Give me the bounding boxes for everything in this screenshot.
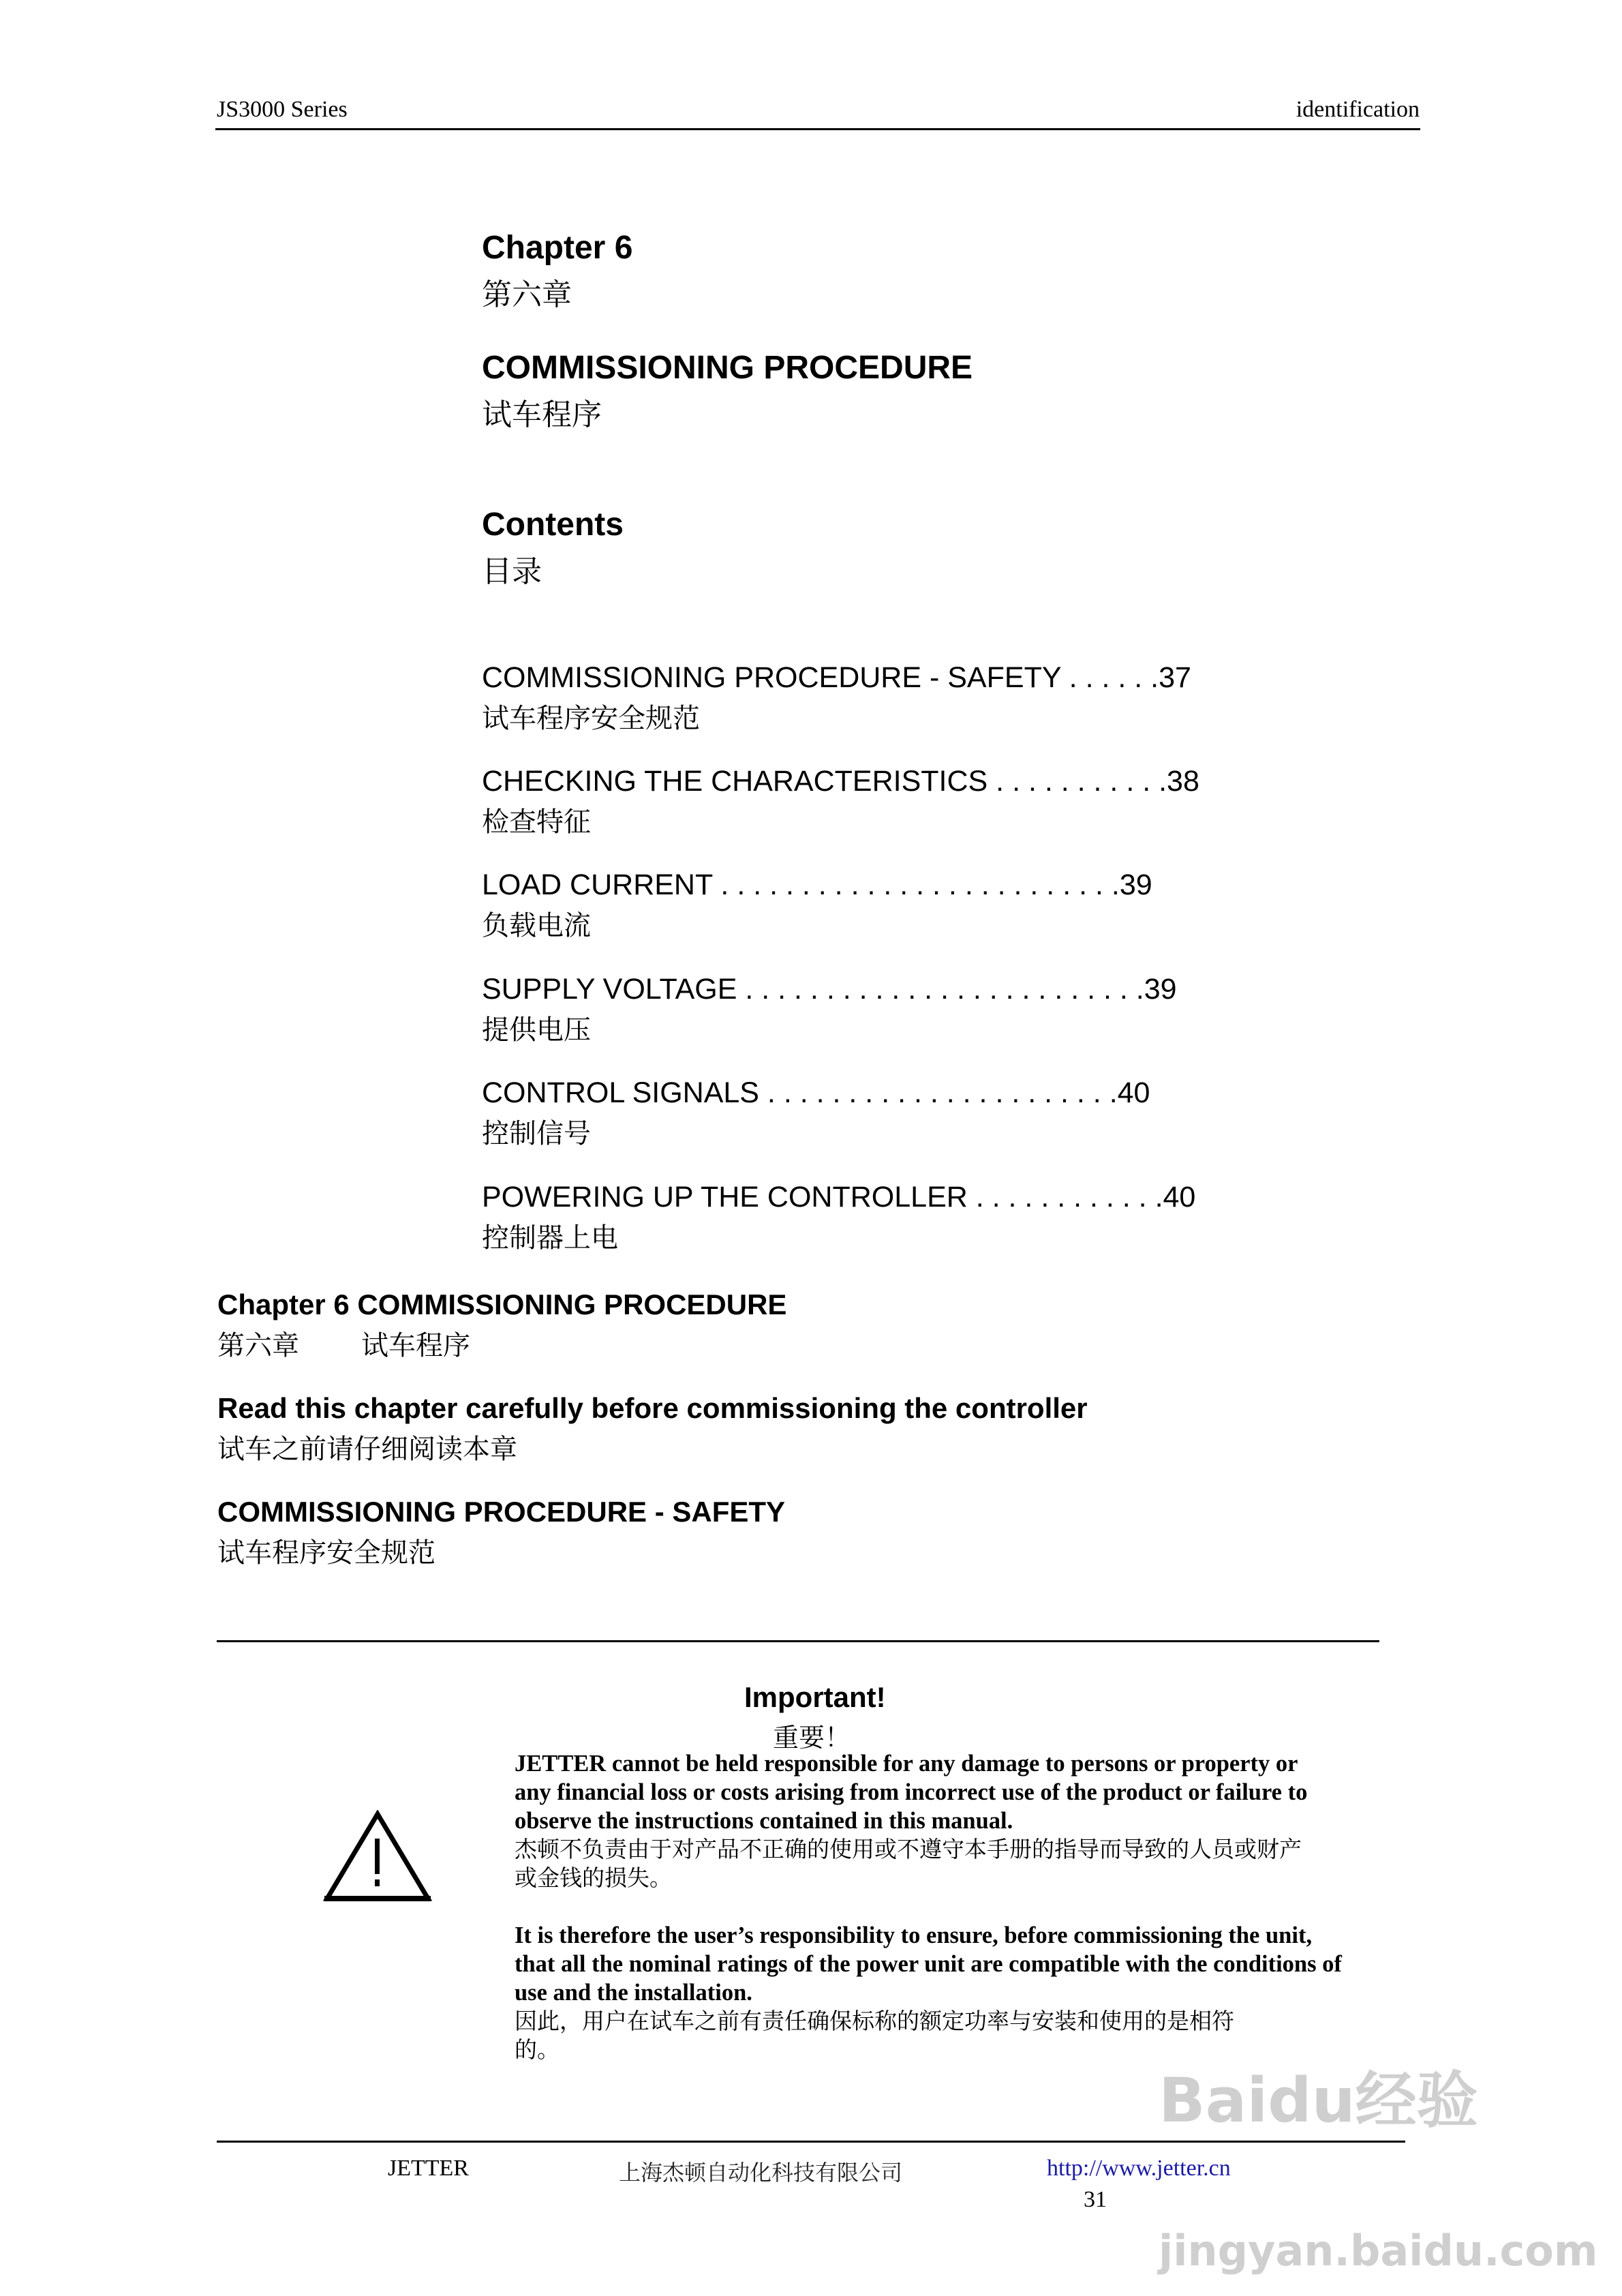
important-p1-line: JETTER cannot be held responsible for any damage to persons or property or <box>515 1751 1298 1777</box>
chapter-title: COMMISSIONING PROCEDURE <box>482 350 973 386</box>
important-p2-line: It is therefore the user’s responsibility to ensure, before commissioning the unit, <box>515 1922 1313 1948</box>
toc-item[interactable]: SUPPLY VOLTAGE . . . . . . . . . . . . . . . . . . . . . . . . .39 <box>482 973 1177 1006</box>
read-note: Read this chapter carefully before commissioning the controller <box>217 1392 1088 1424</box>
read-note-cn: 试车之前请仔细阅读本章 <box>217 1434 517 1465</box>
chapter-label-cn: 第六章 <box>482 277 572 312</box>
safety-title-cn: 试车程序安全规范 <box>217 1537 435 1569</box>
footer-company-cn: 上海杰顿自动化科技有限公司 <box>619 2160 903 2186</box>
toc-item-cn: 提供电压 <box>482 1014 591 1046</box>
important-p1-cn-line: 杰顿不负责由于对产品不正确的使用或不遵守本手册的指导而导致的人员或财产 <box>515 1836 1302 1862</box>
important-title: Important! <box>744 1681 886 1713</box>
important-p1-line: observe the instructions contained in this manual. <box>515 1808 1013 1834</box>
toc-item[interactable]: CHECKING THE CHARACTERISTICS . . . . . . . . . . .38 <box>482 765 1199 798</box>
important-p1-cn-line: 或金钱的损失。 <box>515 1864 672 1891</box>
important-title-cn: 重要！ <box>773 1723 851 1753</box>
safety-title: COMMISSIONING PROCEDURE - SAFETY <box>217 1496 786 1528</box>
chapter-label: Chapter 6 <box>482 230 633 266</box>
header-rule <box>215 128 1420 130</box>
toc-item-cn: 控制器上电 <box>482 1222 618 1254</box>
important-p2-line: that all the nominal ratings of the power unit are compatible with the conditions of <box>515 1951 1342 1977</box>
important-p2-line: use and the installation. <box>515 1980 752 2006</box>
toc-item[interactable]: POWERING UP THE CONTROLLER . . . . . . . . . . . .40 <box>482 1181 1196 1213</box>
chapter-title-cn: 试车程序 <box>482 397 602 432</box>
important-top-rule <box>217 1640 1379 1642</box>
section-title: Chapter 6 COMMISSIONING PROCEDURE <box>217 1288 787 1320</box>
footer-url-link[interactable]: http://www.jetter.cn <box>1047 2156 1231 2181</box>
toc-item[interactable]: CONTROL SIGNALS . . . . . . . . . . . . . . . . . . . . . .40 <box>482 1076 1150 1109</box>
contents-title: Contents <box>482 507 624 543</box>
footer-rule <box>217 2141 1405 2143</box>
toc-item[interactable]: LOAD CURRENT . . . . . . . . . . . . . . . . . . . . . . . . .39 <box>482 868 1152 901</box>
toc-item-cn: 试车程序安全规范 <box>482 703 700 734</box>
watermark-logo: Baidu经验 <box>1159 2065 1478 2136</box>
header-series: JS3000 Series <box>217 97 348 122</box>
toc-item[interactable]: COMMISSIONING PROCEDURE - SAFETY . . . . . .37 <box>482 661 1191 694</box>
important-p2-cn-line: 的。 <box>515 2036 560 2063</box>
watermark-url: jingyan.baidu.com <box>1159 2226 1598 2276</box>
toc-item-cn: 检查特征 <box>482 806 591 838</box>
important-p1-line: any financial loss or costs arising from incorrect use of the product or failure to <box>515 1779 1308 1805</box>
important-p2-cn-line: 因此，用户在试车之前有责任确保标称的额定功率与安装和使用的是相符 <box>515 2008 1234 2034</box>
important-text <box>515 1749 1342 2064</box>
footer-company: JETTER <box>388 2156 469 2181</box>
header-section: identification <box>1296 97 1420 122</box>
toc-item-cn: 控制信号 <box>482 1118 591 1149</box>
section-title-cn-1: 第六章 <box>217 1330 299 1361</box>
section-title-cn-2: 试车程序 <box>361 1330 470 1361</box>
contents-title-cn: 目录 <box>482 554 542 589</box>
toc-item-cn: 负载电流 <box>482 910 591 941</box>
warning-icon <box>322 1810 433 1904</box>
page-number: 31 <box>1084 2187 1107 2212</box>
